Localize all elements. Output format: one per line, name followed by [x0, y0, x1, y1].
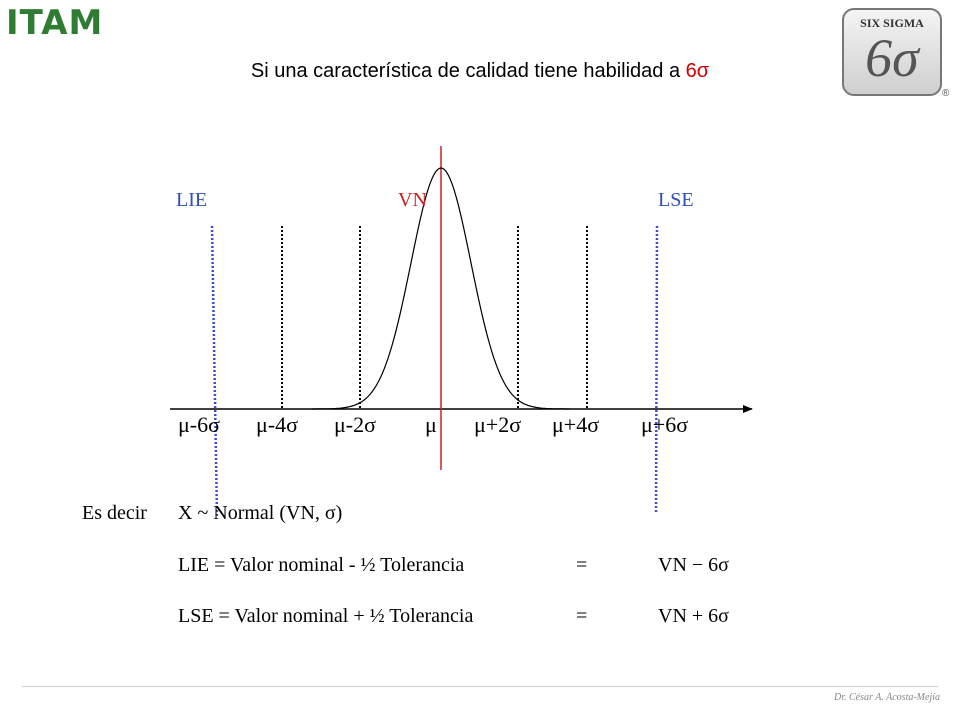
vn-label: VN	[398, 189, 427, 211]
lse-label: LSE	[658, 189, 694, 211]
lse-value: VN + 6σ	[658, 605, 729, 627]
tick-label-plus6: μ+6σ	[641, 412, 689, 437]
tick-label-plus4: μ+4σ	[552, 412, 600, 437]
lse-definition: LSE = Valor nominal + ½ Tolerancia	[178, 605, 474, 627]
footer-divider	[22, 686, 938, 687]
lie-equals: =	[576, 554, 588, 576]
tick-label-plus2: μ+2σ	[474, 412, 522, 437]
registered-mark: ®	[942, 88, 950, 99]
tick-label-minus6: μ-6σ	[178, 412, 220, 437]
lse-line	[656, 226, 657, 512]
slide-title-text: Si una característica de calidad tiene habilidad a	[250, 60, 686, 82]
distribution-statement: X ~ Normal (VN, σ)	[178, 502, 343, 524]
footer-author: Dr. César A. Acosta-Mejía	[833, 692, 940, 703]
lse-equals: =	[576, 605, 588, 627]
tick-label-minus2: μ-2σ	[334, 412, 376, 437]
lie-line	[212, 226, 217, 516]
slide-title-highlight: 6σ	[685, 60, 710, 82]
six-sigma-badge-glyph: 6σ	[865, 28, 919, 88]
six-sigma-badge-title: SIX SIGMA	[860, 16, 924, 30]
es-decir-label: Es decir	[82, 502, 147, 524]
lie-label: LIE	[176, 189, 208, 211]
tick-label-minus4: μ-4σ	[256, 412, 298, 437]
tick-label-mu: μ	[425, 412, 437, 437]
itam-logo-text: ITAM	[6, 3, 104, 43]
lie-value: VN − 6σ	[658, 554, 729, 576]
lie-definition: LIE = Valor nominal - ½ Tolerancia	[178, 554, 465, 576]
